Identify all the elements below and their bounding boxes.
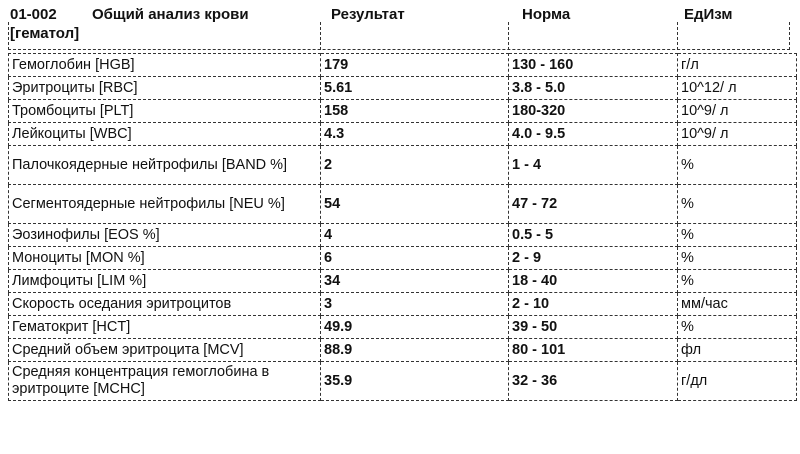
divider: [677, 22, 678, 50]
reference-range: 130 - 160: [509, 54, 678, 77]
unit-value: 10^9/ л: [678, 100, 797, 123]
analyte-name: Средняя концентрация гемоглобина в эритроците [MCHC]: [9, 362, 321, 401]
reference-range: 2 - 9: [509, 247, 678, 270]
analyte-name: Сегментоядерные нейтрофилы [NEU %]: [9, 185, 321, 224]
table-row: [9, 123, 797, 146]
analyte-name: Средний объем эритроцита [MCV]: [9, 339, 321, 362]
reference-range: 18 - 40: [509, 270, 678, 293]
report-header: [0, 0, 800, 54]
column-header-norm: Норма: [522, 6, 571, 23]
divider: [320, 22, 321, 50]
result-value: 35.9: [321, 362, 509, 401]
analyte-name: Лейкоциты [WBC]: [9, 123, 321, 146]
table-row: [9, 77, 797, 100]
table-row: [9, 100, 797, 123]
unit-value: мм/час: [678, 293, 797, 316]
divider: [508, 22, 509, 50]
column-header-result: Результат: [331, 6, 405, 23]
divider: [8, 22, 9, 50]
reference-range: 180-320: [509, 100, 678, 123]
table-row: [9, 185, 797, 224]
reference-range: 1 - 4: [509, 146, 678, 185]
result-value: 4: [321, 224, 509, 247]
unit-value: 10^9/ л: [678, 123, 797, 146]
table-row: [9, 270, 797, 293]
analyte-name: Лимфоциты [LIM %]: [9, 270, 321, 293]
reference-range: 39 - 50: [509, 316, 678, 339]
result-value: 34: [321, 270, 509, 293]
result-value: 88.9: [321, 339, 509, 362]
table-row: [9, 293, 797, 316]
analyte-name: Гематокрит [HCT]: [9, 316, 321, 339]
analyte-name: Скорость оседания эритроцитов: [9, 293, 321, 316]
results-table: [8, 53, 797, 401]
table-row: [9, 339, 797, 362]
unit-value: %: [678, 224, 797, 247]
unit-value: 10^12/ л: [678, 77, 797, 100]
table-row: [9, 316, 797, 339]
reference-range: 4.0 - 9.5: [509, 123, 678, 146]
analyte-name: Эозинофилы [EOS %]: [9, 224, 321, 247]
reference-range: 47 - 72: [509, 185, 678, 224]
table-row: [9, 224, 797, 247]
table-row: [9, 247, 797, 270]
reference-range: 3.8 - 5.0: [509, 77, 678, 100]
result-value: 2: [321, 146, 509, 185]
unit-value: фл: [678, 339, 797, 362]
reference-range: 32 - 36: [509, 362, 678, 401]
unit-value: г/дл: [678, 362, 797, 401]
result-value: 158: [321, 100, 509, 123]
result-value: 5.61: [321, 77, 509, 100]
unit-value: %: [678, 146, 797, 185]
unit-value: %: [678, 316, 797, 339]
table-row: [9, 54, 797, 77]
divider: [789, 22, 790, 50]
result-value: 49.9: [321, 316, 509, 339]
result-value: 6: [321, 247, 509, 270]
result-value: 3: [321, 293, 509, 316]
analyte-name: Гемоглобин [HGB]: [9, 54, 321, 77]
analyte-name: Моноциты [MON %]: [9, 247, 321, 270]
table-row: [9, 362, 797, 401]
unit-value: г/л: [678, 54, 797, 77]
test-code: 01-002: [10, 6, 57, 23]
unit-value: %: [678, 185, 797, 224]
header-divider: [8, 49, 790, 50]
analyte-name: Тромбоциты [PLT]: [9, 100, 321, 123]
table-row: [9, 146, 797, 185]
result-value: 54: [321, 185, 509, 224]
reference-range: 80 - 101: [509, 339, 678, 362]
column-header-unit: ЕдИзм: [684, 6, 733, 23]
unit-value: %: [678, 270, 797, 293]
analyte-name: Палочкоядерные нейтрофилы [BAND %]: [9, 146, 321, 185]
unit-value: %: [678, 247, 797, 270]
reference-range: 0.5 - 5: [509, 224, 678, 247]
analyte-name: Эритроциты [RBC]: [9, 77, 321, 100]
result-value: 179: [321, 54, 509, 77]
reference-range: 2 - 10: [509, 293, 678, 316]
test-title: Общий анализ крови: [92, 6, 249, 23]
test-subtitle: [гематол]: [10, 25, 80, 42]
result-value: 4.3: [321, 123, 509, 146]
